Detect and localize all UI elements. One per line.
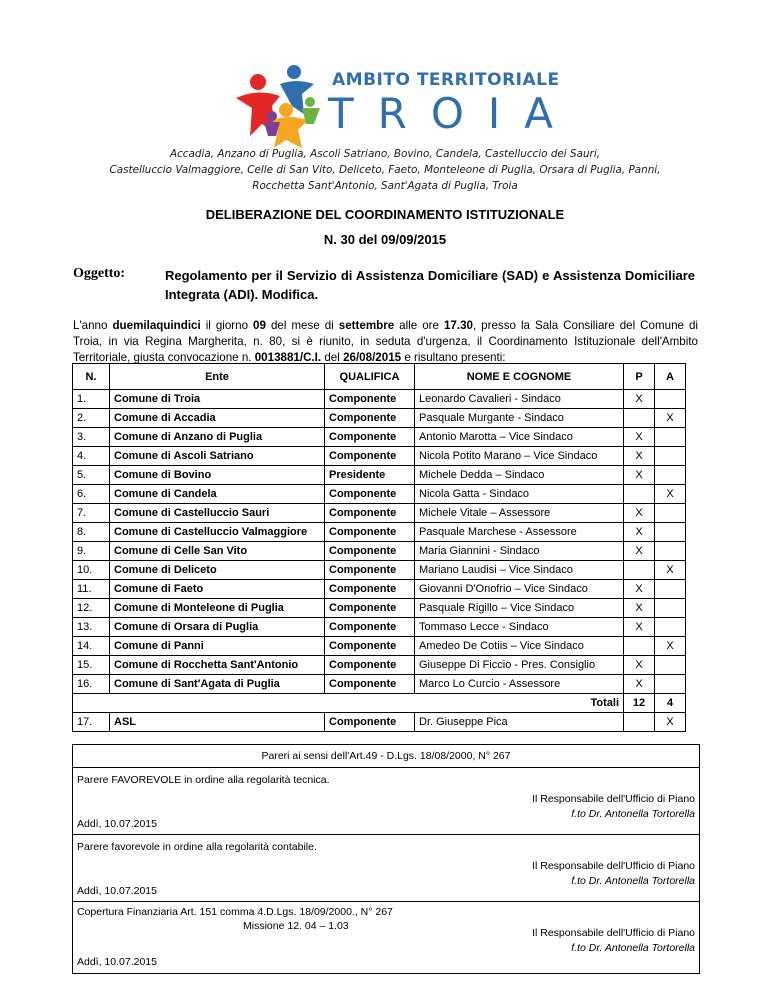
row-nome: Tommaso Lecce - Sindaco (415, 618, 624, 637)
header-nome: NOME E COGNOME (415, 364, 624, 390)
table-row (73, 485, 686, 504)
parere-signature (532, 926, 695, 956)
totals-label: Totali (73, 694, 624, 713)
row-presente: X (624, 618, 655, 637)
row-presente (624, 637, 655, 656)
row-assente (655, 523, 686, 542)
totals-presenti: 12 (624, 694, 655, 713)
row-assente (655, 390, 686, 409)
table-row (73, 428, 686, 447)
row-qualifica: Componente (325, 637, 415, 656)
table-row (73, 656, 686, 675)
row-nome: Pasquale Marchese - Assessore (415, 523, 624, 542)
row-ente: Comune di Ascoli Satriano (110, 447, 325, 466)
row-presente (624, 409, 655, 428)
row-assente (655, 542, 686, 561)
intro-text: e risultano presenti: (401, 351, 506, 364)
row-num: 6. (73, 485, 110, 504)
parere-contabile (73, 835, 699, 902)
row-presente: X (624, 390, 655, 409)
table-row (73, 542, 686, 561)
parere-date: Addì, 10.07.2015 (77, 818, 157, 830)
row-nome: Giuseppe Di Ficcio - Pres. Consiglio (415, 656, 624, 675)
intro-text: alle ore (394, 319, 444, 332)
parere-signature (532, 792, 695, 822)
row-num: 13. (73, 618, 110, 637)
intro-text: del mese di (265, 319, 339, 332)
parere-date: Addì, 10.07.2015 (77, 885, 157, 897)
row-assente (655, 447, 686, 466)
intro-day: 09 (253, 319, 266, 332)
row-assente (655, 618, 686, 637)
logo-figures-icon (228, 58, 328, 150)
row-num: 4. (73, 447, 110, 466)
municipalities-line-1: Accadia, Anzano di Puglia, Ascoli Satriano, Bovino, Candela, Castelluccio dei Sauri, (169, 148, 601, 160)
row-ente: Comune di Rocchetta Sant'Antonio (110, 656, 325, 675)
row-num: 11. (73, 580, 110, 599)
row-qualifica: Componente (325, 618, 415, 637)
table-row (73, 523, 686, 542)
row-presente: X (624, 599, 655, 618)
document-title: DELIBERAZIONE DEL COORDINAMENTO ISTITUZIONALE (205, 207, 565, 222)
row-qualifica: Componente (325, 713, 415, 732)
table-row (73, 409, 686, 428)
row-num: 8. (73, 523, 110, 542)
row-num: 3. (73, 428, 110, 447)
table-row (73, 390, 686, 409)
parere-signature (532, 859, 695, 889)
row-ente: Comune di Orsara di Puglia (110, 618, 325, 637)
row-ente: Comune di Sant'Agata di Puglia (110, 675, 325, 694)
parere-role: Il Responsabile dell'Ufficio di Piano (532, 927, 695, 939)
row-presente: X (624, 542, 655, 561)
row-nome: Michele Vitale – Assessore (415, 504, 624, 523)
table-row (73, 561, 686, 580)
row-nome: Nicola Potito Marano – Vice Sindaco (415, 447, 624, 466)
header-num: N. (73, 364, 110, 390)
intro-convocation-date: 26/08/2015 (343, 351, 402, 364)
parere-signer: f.to Dr. Antonella Tortorella (571, 942, 695, 954)
row-assente (655, 656, 686, 675)
row-qualifica: Componente (325, 504, 415, 523)
row-presente: X (624, 428, 655, 447)
totals-row (73, 694, 686, 713)
row-qualifica: Componente (325, 656, 415, 675)
row-nome: Giovanni D'Onofrio – Vice Sindaco (415, 580, 624, 599)
row-assente (655, 599, 686, 618)
header-presente: P (624, 364, 655, 390)
intro-text: il giorno (200, 319, 254, 332)
table-row (73, 675, 686, 694)
pareri-box (72, 744, 700, 974)
row-presente: X (624, 447, 655, 466)
row-num: 17. (73, 713, 110, 732)
header-qualifica: QUALIFICA (325, 364, 415, 390)
row-qualifica: Componente (325, 428, 415, 447)
row-num: 5. (73, 466, 110, 485)
parere-signer: f.to Dr. Antonella Tortorella (571, 808, 695, 820)
logo-title: TROIA (328, 89, 578, 138)
row-presente: X (624, 675, 655, 694)
row-num: 9. (73, 542, 110, 561)
parere-role: Il Responsabile dell'Ufficio di Piano (532, 860, 695, 872)
parere-tecnico (73, 768, 699, 835)
row-ente: Comune di Deliceto (110, 561, 325, 580)
municipalities-line-3: Rocchetta Sant'Antonio, Sant'Agata di Puglia, Troia (252, 180, 518, 192)
row-ente: Comune di Castelluccio Valmaggiore (110, 523, 325, 542)
document-number: N. 30 del 09/09/2015 (323, 232, 447, 247)
parere-signer: f.to Dr. Antonella Tortorella (571, 875, 695, 887)
row-num: 16. (73, 675, 110, 694)
row-qualifica: Componente (325, 447, 415, 466)
row-assente: X (655, 713, 686, 732)
parere-text: Parere favorevole in ordine alla regolarità contabile. (77, 841, 317, 853)
ambito-logo (228, 58, 578, 150)
row-qualifica: Componente (325, 485, 415, 504)
oggetto-text: Regolamento per il Servizio di Assistenza Domiciliare (SAD) e Assistenza Domiciliare Integrata (ADI). Modifica. (165, 268, 695, 302)
row-assente: X (655, 485, 686, 504)
row-presente (624, 485, 655, 504)
header-assente: A (655, 364, 686, 390)
intro-text: , presso la Sala Consiliare del Comune di Troia, in via Regina Margherita, n. 80, si è riunito, in seduta d'urgenza, il Coordinamento Istituzionale dell'Ambito Territoriale, giusta convocazione n. (73, 319, 698, 364)
row-ente: Comune di Castelluccio Sauri (110, 504, 325, 523)
intro-convocation: 0013881/C.I. (254, 351, 322, 364)
row-nome: Dr. Giuseppe Pica (415, 713, 624, 732)
row-qualifica: Componente (325, 409, 415, 428)
parere-text: Copertura Finanziaria Art. 151 comma 4.D.Lgs. 18/09/2000., N° 267 (77, 906, 393, 918)
parere-text: Parere FAVOREVOLE in ordine alla regolarità tecnica. (77, 774, 330, 786)
row-presente (624, 713, 655, 732)
row-ente: Comune di Anzano di Puglia (110, 428, 325, 447)
totals-assenti: 4 (655, 694, 686, 713)
row-num: 14. (73, 637, 110, 656)
row-assente (655, 504, 686, 523)
intro-month: settembre (338, 319, 395, 332)
row-qualifica: Componente (325, 523, 415, 542)
row-presente: X (624, 523, 655, 542)
parere-missione: Missione 12. 04 – 1.03 (243, 920, 349, 932)
asl-row (73, 713, 686, 732)
table-row (73, 447, 686, 466)
intro-hour: 17.30 (443, 319, 473, 332)
row-presente (624, 561, 655, 580)
row-qualifica: Componente (325, 599, 415, 618)
row-assente (655, 580, 686, 599)
intro-text: del (321, 351, 344, 364)
row-num: 7. (73, 504, 110, 523)
row-ente: Comune di Troia (110, 390, 325, 409)
row-qualifica: Presidente (325, 466, 415, 485)
row-nome: Mariano Laudisi – Vice Sindaco (415, 561, 624, 580)
row-qualifica: Componente (325, 561, 415, 580)
intro-text: L'anno (73, 319, 113, 332)
parere-copertura (73, 902, 699, 972)
row-qualifica: Componente (325, 542, 415, 561)
row-presente: X (624, 580, 655, 599)
row-nome: Amedeo De Cotiis – Vice Sindaco (415, 637, 624, 656)
row-ente: Comune di Monteleone di Puglia (110, 599, 325, 618)
row-nome: Marco Lo Curcio - Assessore (415, 675, 624, 694)
row-assente: X (655, 561, 686, 580)
row-ente: Comune di Celle San Vito (110, 542, 325, 561)
municipalities-line-2: Castelluccio Valmaggiore, Celle di San Vito, Deliceto, Faeto, Monteleone di Puglia, Orsara di Puglia, Panni, (109, 164, 661, 176)
row-assente (655, 428, 686, 447)
row-qualifica: Componente (325, 675, 415, 694)
table-header-row (73, 364, 686, 390)
row-qualifica: Componente (325, 580, 415, 599)
intro-year: duemilaquindici (112, 319, 201, 332)
table-row (73, 599, 686, 618)
row-presente: X (624, 466, 655, 485)
row-num: 12. (73, 599, 110, 618)
row-num: 15. (73, 656, 110, 675)
row-ente: ASL (110, 713, 325, 732)
row-nome: Maria Giannini - Sindaco (415, 542, 624, 561)
row-nome: Pasquale Murgante - Sindaco (415, 409, 624, 428)
row-presente: X (624, 656, 655, 675)
oggetto-label: Oggetto: (73, 266, 126, 281)
logo-subtitle: AMBITO TERRITORIALE (332, 70, 560, 90)
row-assente (655, 675, 686, 694)
row-assente (655, 466, 686, 485)
row-ente: Comune di Bovino (110, 466, 325, 485)
row-assente: X (655, 409, 686, 428)
table-row (73, 504, 686, 523)
row-nome: Leonardo Cavalieri - Sindaco (415, 390, 624, 409)
intro-paragraph (73, 318, 698, 366)
row-ente: Comune di Panni (110, 637, 325, 656)
row-ente: Comune di Accadia (110, 409, 325, 428)
pareri-header: Pareri ai sensi dell'Art.49 - D.Lgs. 18/08/2000, N° 267 (73, 745, 699, 768)
table-row (73, 466, 686, 485)
row-ente: Comune di Faeto (110, 580, 325, 599)
row-qualifica: Componente (325, 390, 415, 409)
table-row (73, 618, 686, 637)
attendance-table (72, 363, 686, 732)
row-assente: X (655, 637, 686, 656)
row-presente: X (624, 504, 655, 523)
row-num: 1. (73, 390, 110, 409)
table-row (73, 637, 686, 656)
row-nome: Pasquale Rigillo – Vice Sindaco (415, 599, 624, 618)
table-row (73, 580, 686, 599)
row-ente: Comune di Candela (110, 485, 325, 504)
parere-role: Il Responsabile dell'Ufficio di Piano (532, 793, 695, 805)
row-nome: Nicola Gatta - Sindaco (415, 485, 624, 504)
row-nome: Antonio Marotta – Vice Sindaco (415, 428, 624, 447)
row-nome: Michele Dedda – Sindaco (415, 466, 624, 485)
row-num: 2. (73, 409, 110, 428)
row-num: 10. (73, 561, 110, 580)
header-ente: Ente (110, 364, 325, 390)
parere-date: Addì, 10.07.2015 (77, 956, 157, 968)
